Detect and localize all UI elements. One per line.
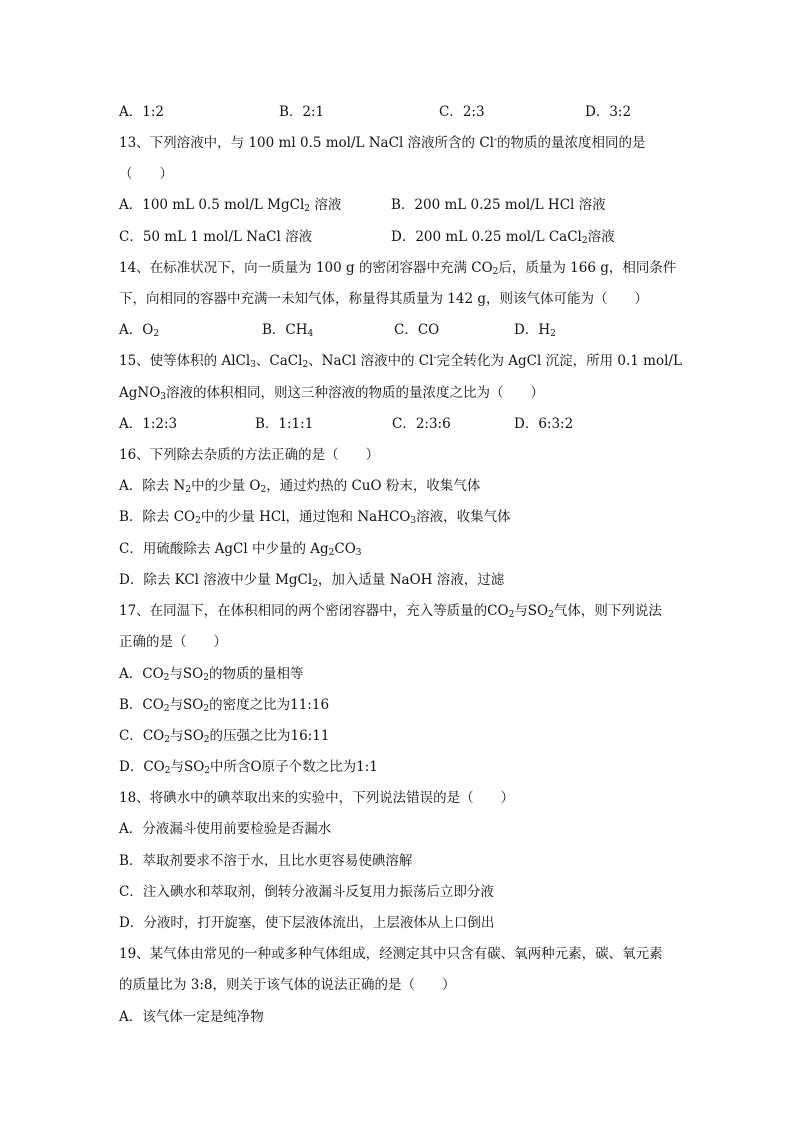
q16-option-b: B．除去 $CO_2$中的少量 HCl，通过饱和 NaHCO$_3$溶液，收集气体	[119, 509, 511, 526]
q18-option-c: C．注入碘水和萃取剂，倒转分液漏斗反复用力振荡后立即分液	[119, 884, 494, 900]
q12-option-d: D．3:2	[585, 104, 632, 120]
q14-stem-line1: 14、在标准状况下，向一质量为 100 g 的密闭容器中充满 $CO_2$后，质量为 166 g，相同条件	[119, 260, 677, 277]
q18-option-a: A．分液漏斗使用前要检验是否漏水	[119, 821, 332, 837]
q15-option-d: D．6:3:2	[514, 416, 574, 432]
q19-option-a: A．该气体一定是纯净物	[119, 1009, 264, 1025]
q16-option-a: A．除去 $N_2$中的少量 $O_2$，通过灼热的 CuO 粉末，收集气体	[119, 478, 481, 495]
q13-option-b: B．200 mL 0.25 mol/L HCl 溶液	[391, 197, 606, 213]
q13-option-c: C．50 mL 1 mol/L NaCl 溶液	[119, 229, 313, 245]
q13-stem-line1: 13、下列溶液中，与 100 ml 0.5 mol/L NaCl 溶液所含的 Cl-的物质的量浓度相同的是	[119, 135, 646, 151]
q17-stem-line1: 17、在同温下，在体积相同的两个密闭容器中，充入等质量的$CO_2$与$SO_2$气体，则下列说法	[119, 603, 662, 620]
q12-option-c: C．2:3	[439, 104, 485, 120]
q15-stem-line1: 15、使等体积的 AlCl$_3$、CaCl$_2$、NaCl 溶液中的 Cl-完全转化为 AgCl 沉淀，所用 0.1 mol/L	[119, 353, 682, 370]
q17-option-d: D．$CO_2$与$SO_2$中所含O原子个数之比为1:1	[119, 759, 378, 776]
q15-option-b: B．1:1:1	[255, 416, 314, 432]
q13-stem-line2: （ ）	[119, 166, 173, 182]
q13-option-d: D．200 mL 0.25 mol/L CaCl$_2$溶液	[391, 229, 615, 246]
q14-option-a: A．$O_2$	[119, 322, 160, 339]
q12-option-b: B．2:1	[279, 104, 325, 120]
q16-option-c: C．用硫酸除去 AgCl 中少量的 $Ag_2CO_3$	[119, 541, 362, 558]
q19-stem-line1: 19、某气体由常见的一种或多种气体组成，经测定其中只含有碳、氧两种元素，碳、氧元素	[119, 946, 663, 962]
q14-option-b: B．$CH_4$	[262, 322, 314, 339]
q18-stem: 18、将碘水中的碘萃取出来的实验中，下列说法错误的是（ ）	[119, 790, 515, 806]
q15-option-c: C．2:3:6	[392, 416, 451, 432]
q17-option-b: B．$CO_2$与$SO_2$的密度之比为11:16	[119, 697, 330, 714]
q17-option-a: A．$CO_2$与$SO_2$的物质的量相等	[119, 666, 304, 683]
q17-option-c: C．$CO_2$与$SO_2$的压强之比为16:11	[119, 728, 330, 745]
q15-stem-line2: AgNO$_3$溶液的体积相同，则这三种溶液的物质的量浓度之比为（ ）	[119, 385, 545, 402]
q19-stem-line2: 的质量比为 3:8，则关于该气体的说法正确的是（ ）	[119, 977, 456, 993]
q13-option-a: A．100 mL 0.5 mol/L MgCl$_2$ 溶液	[119, 197, 342, 214]
q14-option-d: D．$H_2$	[514, 322, 556, 339]
q16-option-d: D．除去 KCl 溶液中少量 MgCl$_2$，加入适量 NaOH 溶液，过滤	[119, 572, 505, 589]
q14-stem-line2: 下，向相同的容器中充满一未知气体，称量得其质量为 142 g，则该气体可能为（ ）	[119, 291, 648, 307]
q15-option-a: A．1:2:3	[119, 416, 178, 432]
q18-option-b: B．萃取剂要求不溶于水，且比水更容易使碘溶解	[119, 853, 413, 869]
q14-option-c: C．CO	[394, 322, 440, 338]
q12-option-a: A．1:2	[119, 104, 164, 120]
q18-option-d: D．分液时，打开旋塞，使下层液体流出，上层液体从上口倒出	[119, 915, 495, 931]
q16-stem: 16、下列除去杂质的方法正确的是（ ）	[119, 447, 380, 463]
q17-stem-line2: 正确的是（ ）	[119, 634, 227, 650]
